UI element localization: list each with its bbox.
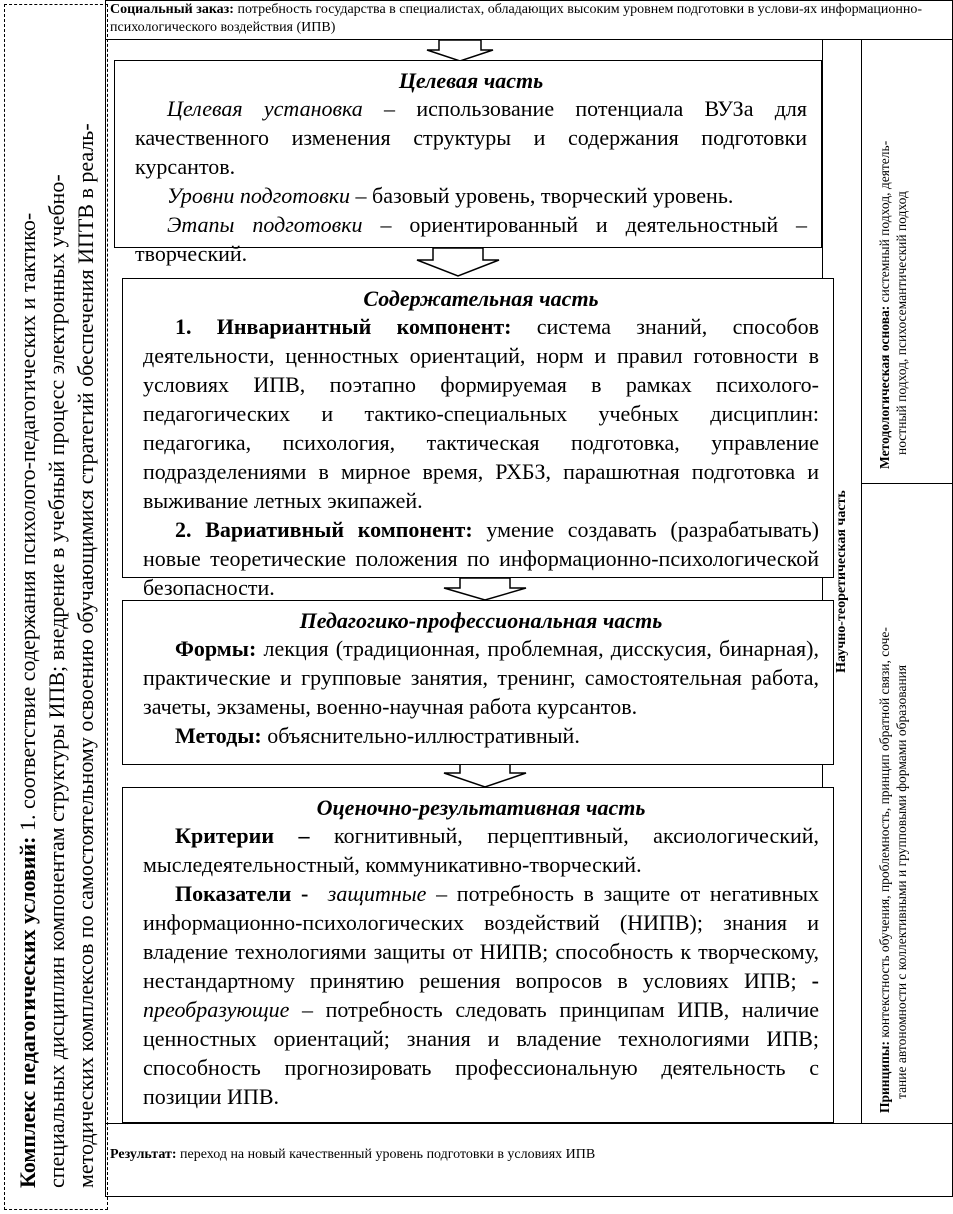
eval-indicators — [143, 879, 819, 1111]
ped-methods-label: Методы: — [175, 723, 262, 748]
principles-cell — [862, 484, 952, 1123]
ped-forms — [143, 634, 819, 721]
ped-forms-text: лекция (традиционная, проблемная, дисскусия, бинарная), практические и групповые занятия, тренинг, самостоятельная работа, зачеты, экзамены, военно-научная работа курсантов. — [143, 636, 819, 719]
result-text: переход на новый качественный уровень подготовки в условиях ИПВ — [176, 1147, 596, 1162]
methodology-label: Методологическая основа: — [877, 305, 892, 469]
methodology-line-1 — [876, 41, 893, 469]
content-part-box — [122, 278, 834, 600]
eval-transform-label: преобразующие — [143, 997, 290, 1022]
eval-transform-text: – потребность следовать принципам ИПВ, наличие ценностных ориентаций; знания и владение технологиями ИПВ; способность прогнозировать профессиональную деятельность с позиции ИПВ. — [143, 997, 819, 1109]
invariant-label: 1. Инвариантный компонент: — [175, 314, 512, 339]
target-goal-text: – использование потенциала ВУЗа для качественного изменения структуры и содержания подготовки курсантов. — [135, 96, 808, 179]
principles-line-2: тание автономности с коллективными и групповыми формами образования — [894, 664, 909, 1099]
conditions-text-1: 1. соответствие содержания психолого-педагогических и тактико- — [15, 212, 40, 837]
eval-criteria — [143, 821, 819, 879]
conditions-panel — [4, 4, 108, 1210]
variative-label: 2. Вариативный компонент: — [175, 517, 473, 542]
sci-theory-label: Научно-теоретическая часть — [834, 490, 849, 673]
ped-forms-label: Формы: — [175, 636, 257, 661]
eval-indicators-label: Показатели - — [175, 881, 309, 906]
target-goal-label: Целевая установка — [167, 96, 363, 121]
ped-methods — [143, 721, 819, 750]
target-part-box — [114, 60, 822, 266]
social-order-text: потребность государства в специалистах, обладающих высоким уровнем подготовки в услови-ях информационно-психологического воздействия (ИПВ) — [110, 2, 923, 35]
target-stages-label: Этапы подготовки — [167, 212, 363, 237]
principles-line-1 — [876, 484, 893, 1113]
conditions-title: Комплекс педагогических условий: — [15, 836, 40, 1188]
target-levels-label: Уровни подготовки — [167, 183, 351, 208]
content-part-title: Содержательная часть — [363, 286, 599, 311]
arrow-down-icon — [425, 40, 495, 62]
conditions-line-2: специальных дисциплин компонентам структуры ИПВ; внедрение в учебный процесс электронных учебно- — [44, 174, 69, 1188]
variative-text: умение создавать (разрабатывать) новые теоретические положения по информационно-психологической безопасности. — [143, 517, 819, 600]
social-order — [106, 0, 952, 40]
invariant-component — [143, 312, 819, 515]
target-stages-text: – ориентированный и деятельностный – творческий. — [135, 212, 807, 266]
result-label: Результат: — [110, 1147, 177, 1162]
social-order-label: Социальный заказ: — [110, 2, 234, 17]
ped-part-box — [122, 600, 834, 765]
target-part-title: Целевая часть — [398, 68, 544, 93]
target-stages — [135, 210, 807, 268]
methodology-cell — [862, 41, 952, 483]
arrow-down-icon — [440, 763, 530, 789]
eval-part-box — [122, 787, 834, 1123]
eval-protective-text: – потребность в защите от негативных информационно-психологических воздействий (НИПВ); знания и владение технологиями защиты от НИПВ; способность к творческому, нестандартному принятию решения вопросов в условиях ИПВ; — [143, 881, 819, 993]
target-goal — [135, 94, 807, 181]
eval-protective-label: защитные — [327, 881, 427, 906]
principles-text-1: контекстность обучения, проблемность, принцип обратной связи, соче- — [877, 627, 892, 1042]
conditions-line-1 — [13, 18, 42, 1188]
result — [106, 1123, 952, 1197]
ped-methods-text: объяснительно-иллюстративный. — [261, 723, 580, 748]
principles-label: Принципы: — [877, 1041, 892, 1113]
eval-criteria-text: когнитивный, перцептивный, аксиологический, мыследеятельностный, коммуникативно-творческий. — [143, 823, 819, 877]
methodology-text-1: системный подход, деятель- — [877, 140, 892, 306]
eval-part-title: Оценочно-результативная часть — [316, 795, 646, 820]
variative-component — [143, 515, 819, 602]
eval-criteria-label: Критерии – — [175, 823, 310, 848]
conditions-line-3: методических комплексов по самостоятельному освоению обучающимися стратегий обеспечения ИПТВ в реаль- — [73, 123, 98, 1188]
eval-dash: - — [811, 968, 819, 993]
target-levels-text: – базовый уровень, творческий уровень. — [350, 183, 734, 208]
methodology-line-2: ностный подход, психосемантический подход — [894, 191, 909, 455]
invariant-text: система знаний, способов деятельности, ценностных ориентаций, норм и правил готовности в условиях ИПВ, поэтапно формируемая в рамках психолого-педагогических и тактико-специальных учебных дисциплин: педагогика, психология, тактическая подготовка, управление подразделениями в мирное время, РХБЗ, парашютная подготовка и выживание летных экипажей. — [143, 314, 819, 513]
ped-part-title: Педагогико-профессиональная часть — [299, 608, 663, 633]
target-levels — [135, 181, 807, 210]
